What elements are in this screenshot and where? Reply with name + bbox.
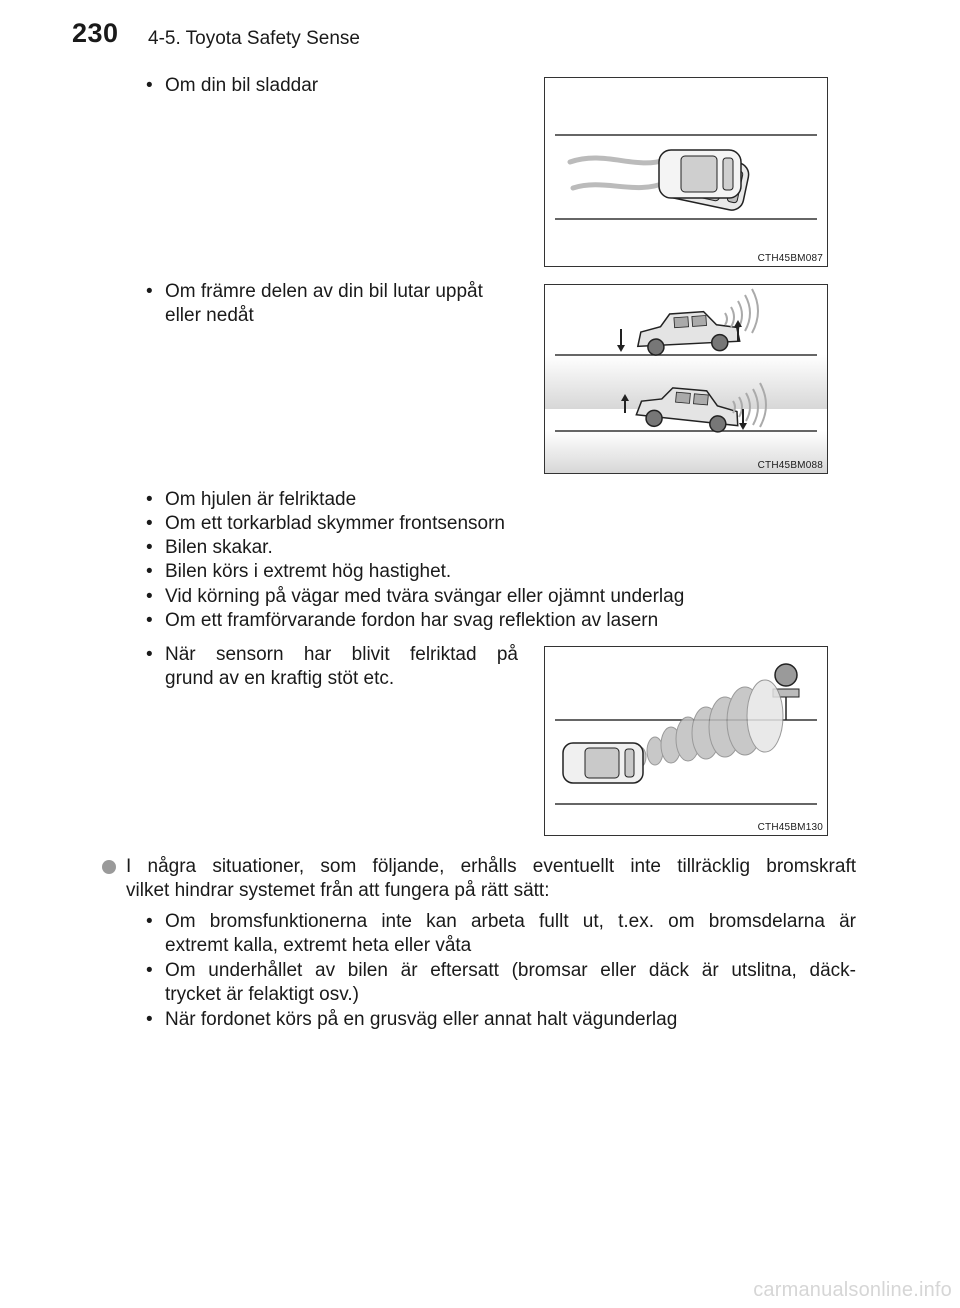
sub-bullet-line1: Om bromsfunktionerna inte kan arbeta fullt ut, t.ex. om bromsdelarna är	[165, 911, 856, 932]
bullet-list-item	[146, 585, 846, 609]
bullet-dot: •	[146, 489, 153, 510]
bullet-dot: •	[146, 644, 153, 665]
figure-tilted-car	[544, 284, 828, 474]
main-point	[126, 855, 856, 903]
bullet-text: Om ett framförvarande fordon har svag reflektion av lasern	[165, 610, 659, 631]
bullet-dot: •	[146, 586, 153, 607]
bullet-misaligned-sensor	[146, 643, 518, 691]
bullet-text: Vid körning på vägar med tvära svängar eller ojämnt underlag	[165, 586, 685, 607]
bullet-dot: •	[146, 960, 153, 981]
section-title: 4-5. Toyota Safety Sense	[148, 28, 360, 49]
figure-code: CTH45BM088	[757, 460, 823, 471]
figure-code: CTH45BM130	[757, 822, 823, 833]
bullet-skid	[146, 74, 516, 98]
bullet-dot: •	[146, 911, 153, 932]
bullet-dot: •	[146, 75, 153, 96]
bullet-dot: •	[146, 281, 153, 302]
bullet-list-item	[146, 512, 846, 536]
figure-skidding-car	[544, 77, 828, 267]
bullet-text-line1: Om främre delen av din bil lutar uppåt	[165, 281, 483, 302]
sub-bullet-line1: När fordonet körs på en grusväg eller annat halt vägunderlag	[165, 1009, 678, 1030]
sub-bullet	[146, 1008, 856, 1032]
misaligned-sensor-icon	[545, 647, 827, 835]
bullet-dot: •	[146, 513, 153, 534]
sub-bullet	[146, 910, 856, 958]
bullet-dot: •	[146, 1009, 153, 1030]
bullet-text-line2: eller nedåt	[165, 305, 254, 326]
sub-bullet-line2: extremt kalla, extremt heta eller våta	[165, 935, 472, 956]
figure-code: CTH45BM087	[757, 253, 823, 264]
bullet-list-item	[146, 609, 846, 633]
bullet-dot: •	[146, 610, 153, 631]
bullet-text-line2: grund av en kraftig stöt etc.	[165, 668, 395, 689]
tilted-car-icon	[545, 285, 827, 473]
bullet-text: Om din bil sladdar	[165, 75, 319, 96]
main-point-line2: vilket hindrar systemet från att fungera på rätt sätt:	[126, 880, 550, 901]
bullet-list-item	[146, 560, 846, 584]
main-point-line1: I några situationer, som följande, erhålls eventuellt inte tillräcklig bromskraft	[126, 856, 856, 877]
bullet-tilt	[146, 280, 526, 328]
section-bullet-icon	[102, 860, 116, 874]
page-number: 230	[72, 18, 119, 48]
bullet-dot: •	[146, 537, 153, 558]
bullet-dot: •	[146, 561, 153, 582]
watermark: carmanualsonline.info	[753, 1279, 952, 1301]
figure-misaligned-sensor	[544, 646, 828, 836]
bullet-text: Om hjulen är felriktade	[165, 489, 357, 510]
sub-bullet	[146, 959, 856, 1007]
bullet-list-item	[146, 536, 846, 560]
bullet-text-line1: När sensorn har blivit felriktad på	[165, 644, 518, 665]
sub-bullet-line2: trycket är felaktigt osv.)	[165, 984, 359, 1005]
skidding-car-icon	[545, 78, 827, 266]
bullet-list-item	[146, 488, 846, 512]
bullet-text: Om ett torkarblad skymmer frontsensorn	[165, 513, 505, 534]
bullet-text: Bilen körs i extremt hög hastighet.	[165, 561, 452, 582]
bullet-text: Bilen skakar.	[165, 537, 273, 558]
sub-bullet-line1: Om underhållet av bilen är eftersatt (bromsar eller däck är utslitna, däck-	[165, 960, 856, 981]
